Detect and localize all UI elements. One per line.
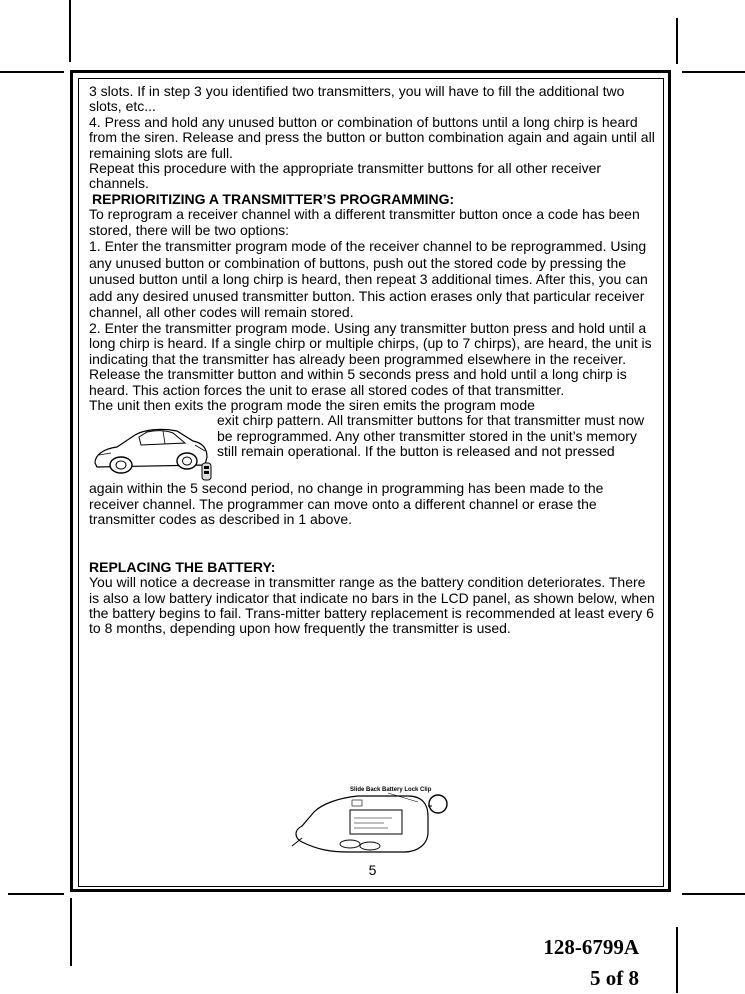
paragraph-option-2: 2. Enter the transmitter program mode. Using any transmitter button press and hold until a long chirp is heard. If a single chirp or multiple chirps, (up to 7 chirps), are heard, the unit is indicating that the transmitter has already been programmed elsewhere in the receiver. Release the transmitter button and within 5 seconds press and hold until a long chirp is heard. This action forces the unit to erase all stored codes of that transmitter. [89, 320, 652, 398]
heading-reprioritizing: REPRIORITIZING A TRANSMITTER’S PROGRAMMING: [92, 190, 455, 207]
paragraph-reprogram-required: exit chirp pattern. All transmitter buttons for that transmitter must now be reprogrammed. Any other transmitter stored in the unit’s memory still remain operational. If the button is released and not pressed [217, 412, 645, 460]
paragraph-option-1: 1. Enter the transmitter program mode of the receiver channel to be reprogrammed. Using any unused button or combination of buttons, push out the stored code by pressing the unused button until a long chirp is heard, then repeat 3 additional times. After this, you can add any desired unused transmitter button. This action erases only that particular receiver channel, all other codes will remain stored. [89, 238, 648, 321]
paragraph-no-change: again within the 5 second period, no change in programming has been made to the receiver channel. The programmer can move onto a different channel or erase the transmitter codes as described in 1 above. [89, 480, 604, 528]
crop-mark-right-top [682, 71, 745, 73]
document-id: 128-6799A [543, 935, 639, 959]
page-of-count: 5 of 8 [590, 966, 639, 990]
paragraph-exit-mode: The unit then exits the program mode the siren emits the program mode [89, 397, 535, 414]
car-wrap-area [89, 413, 655, 527]
section-gap [89, 528, 655, 560]
paragraph-battery: You will notice a decrease in transmitter range as the battery condition deteriorates. There is also a low battery indicator that indicate no bars in the LCD panel, as shown below, when the battery begins to fail. Trans-mitter battery replacement is recommended at least every 6 to 8 months, depending upon how frequently the transmitter is used. [89, 574, 655, 637]
heading-replacing-battery: REPLACING THE BATTERY: [89, 558, 276, 575]
crop-mark-bottom-right [676, 927, 678, 993]
paragraph-slots: 3 slots. If in step 3 you identified two transmitters, you will have to fill the additional two slots, etc... [89, 83, 625, 115]
paragraph-repeat: Repeat this procedure with the appropriate transmitter buttons for all other receiver channels. [89, 160, 602, 192]
crop-mark-left-bottom [8, 893, 64, 895]
page-body [89, 84, 655, 637]
paragraph-reprogram-intro: To reprogram a receiver channel with a different transmitter button once a code has been stored, there will be two options: [89, 206, 640, 238]
battery-clip-label: Slide Back Battery Lock Clip [350, 787, 432, 793]
crop-mark-bottom-left [70, 898, 72, 966]
transmitter-battery-illustration [288, 780, 456, 864]
crop-mark-top-left [69, 0, 71, 62]
crop-mark-right-bottom [682, 893, 745, 895]
crop-mark-left-top [0, 71, 64, 73]
paragraph-step-4: 4. Press and hold any unused button or combination of buttons until a long chirp is heard from the siren. Release and press the button or button combination again and again until all remaining slots are full. [89, 113, 655, 161]
document-footer [543, 932, 639, 994]
crop-mark-top-right [676, 18, 678, 64]
page-number: 5 [368, 862, 377, 878]
car-illustration [89, 413, 217, 481]
